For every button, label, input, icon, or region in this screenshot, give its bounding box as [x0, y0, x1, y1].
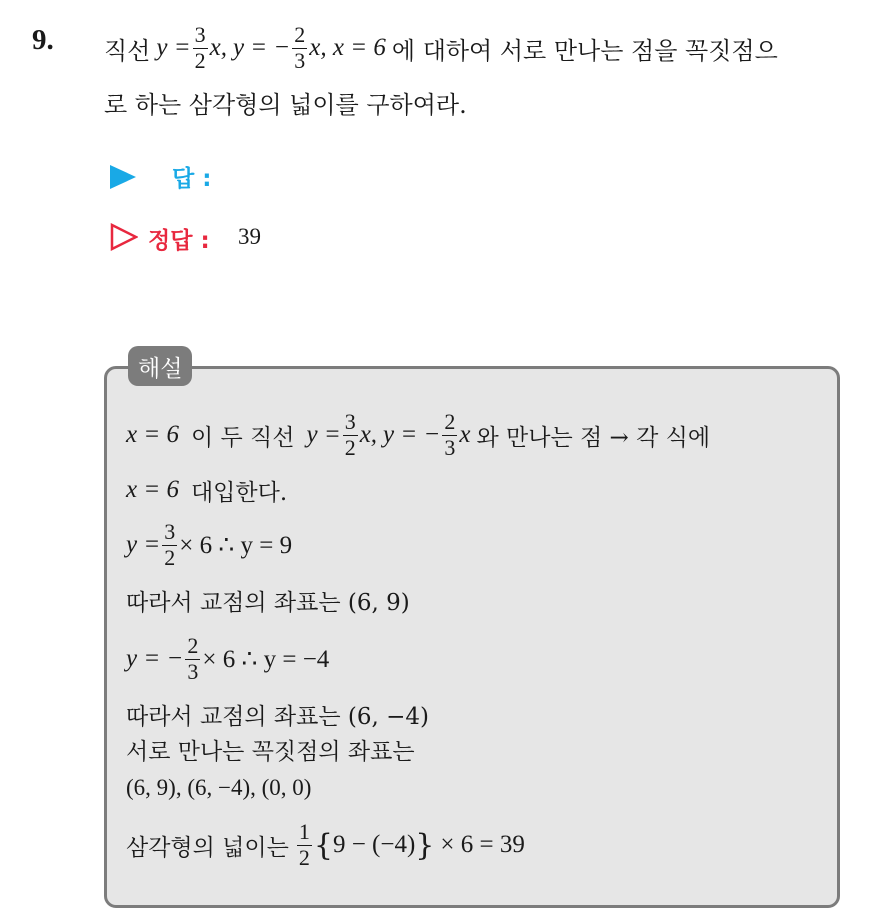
sol-l9-brace-open: { — [313, 827, 333, 863]
eq2-fraction — [292, 23, 307, 72]
sol-l5-b: × 6 ∴ y = −4 — [202, 646, 330, 673]
sol-l1-d: x, — [359, 421, 378, 448]
sol-l3-a: y = — [126, 531, 161, 558]
eq1-lhs: y = — [156, 34, 191, 61]
answer-label: 답 : — [172, 166, 212, 192]
sol-l1-den1: 2 — [344, 434, 356, 460]
sol-l1-num1: 3 — [344, 409, 356, 435]
sol-l5-num: 2 — [187, 633, 199, 659]
correct-answer-label: 정답 : — [148, 228, 210, 254]
eq2-var: x — [309, 34, 321, 61]
solution-line-1 — [126, 404, 710, 466]
question-prefix: 직선 — [104, 36, 151, 65]
sol-l1-num2: 2 — [444, 409, 456, 435]
sol-l3-b: × 6 ∴ y = 9 — [179, 532, 293, 559]
question-suffix: 에 대하여 서로 만나는 점을 꼭짓점으 — [391, 36, 778, 65]
sol-l9-num: 1 — [298, 819, 310, 845]
eq3: , x = 6 — [320, 34, 386, 61]
solution-line-5 — [126, 628, 329, 690]
sol-l9-inner: 9 − (−4) — [332, 831, 416, 858]
eq1-denominator: 2 — [194, 47, 206, 73]
solution-line-8: (6, 9), (6, −4), (0, 0) — [126, 775, 312, 800]
sol-l3-fraction — [162, 520, 177, 569]
sol-l5-den: 3 — [187, 658, 199, 684]
sol-l9-den: 2 — [298, 844, 310, 870]
sol-l1-fraction-1 — [343, 410, 358, 459]
eq2-numerator: 2 — [294, 22, 306, 48]
sol-l2-a: x = 6 — [126, 476, 179, 503]
question-line-2: 로 하는 삼각형의 넓이를 구하여라. — [104, 90, 467, 119]
solution-line-4: 따라서 교점의 좌표는 (6, 9) — [126, 589, 410, 616]
sol-l1-b: 이 두 직선 — [190, 424, 295, 451]
correct-answer-arrow-icon — [110, 223, 138, 251]
sol-l9-b: × 6 = 39 — [440, 831, 525, 858]
solution-line-2 — [126, 472, 287, 508]
question-line-1 — [104, 14, 778, 82]
solution-line-6: 따라서 교점의 좌표는 (6, −4) — [126, 703, 430, 730]
sol-l9-fraction — [297, 820, 312, 869]
sol-l1-f: x — [459, 421, 471, 448]
eq2-lhs: y = − — [232, 34, 291, 61]
sol-l2-b: 대입한다. — [190, 479, 288, 506]
solution-line-7: 서로 만나는 꼭짓점의 좌표는 — [126, 738, 415, 765]
solution-line-3 — [126, 514, 292, 576]
sol-l1-e: y = − — [383, 421, 441, 448]
sol-l1-den2: 3 — [444, 434, 456, 460]
solution-line-9 — [126, 814, 525, 876]
sol-l5-fraction — [185, 634, 200, 683]
sol-l9-a: 삼각형의 넓이는 — [126, 834, 289, 861]
sol-l9-brace-close: } — [415, 827, 435, 863]
eq2-denominator: 3 — [294, 47, 306, 73]
question-number: 9. — [32, 24, 54, 56]
solution-tab: 해설 — [128, 346, 192, 386]
eq1-numerator: 3 — [194, 22, 206, 48]
eq1-fraction — [193, 23, 208, 72]
eq1-var: x, — [209, 34, 227, 61]
sol-l1-g: 와 만나는 점 → 각 식에 — [476, 424, 711, 451]
correct-answer-value: 39 — [238, 224, 261, 249]
sol-l3-num: 3 — [164, 519, 176, 545]
sol-l1-a: x = 6 — [126, 421, 179, 448]
sol-l5-a: y = − — [126, 645, 184, 672]
sol-l3-den: 2 — [164, 544, 176, 570]
sol-l1-fraction-2 — [442, 410, 457, 459]
sol-l1-c: y = — [306, 421, 341, 448]
answer-arrow-icon — [110, 165, 136, 189]
